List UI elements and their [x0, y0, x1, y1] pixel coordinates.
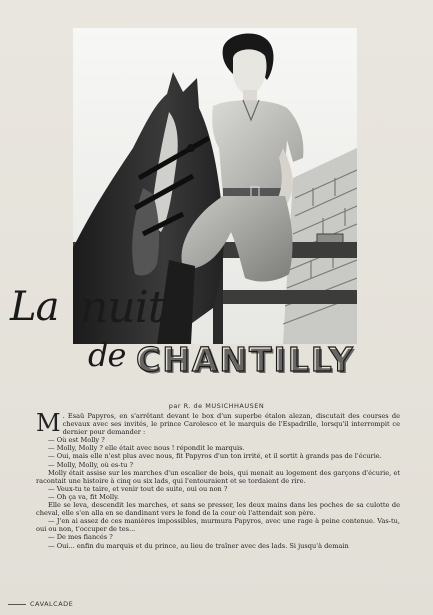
paragraph: — J'en ai assez de ces manières impossibles, murmura Papyros, avec une rage à peine contenue. Vas-tu, oui ou non, t'occuper de tes... [36, 517, 400, 534]
article-body [36, 409, 400, 550]
title-nuit: nuit [80, 282, 165, 333]
title-la: La [10, 284, 59, 330]
magazine-name: CAVALCADE [30, 600, 74, 608]
paragraph: — Oui, mais elle n'est plus avec nous, fit Papyros d'un ton irrité, et il sortit à grands pas de l'écurie. [48, 452, 382, 461]
paragraph: — Veux-tu te taire, et venir tout de suite, oui ou non ? [48, 484, 228, 493]
paragraph: — Oh ça va, fit Molly. [48, 492, 120, 501]
paragraph: — Oui... enfin du marquis et du prince, au lieu de traîner avec des lads. Si jusqu'à demain [48, 541, 349, 550]
paragraph: . Esaü Papyros, en s'arrêtant devant le box d'un superbe étalon alezan, discutait des courses de chevaux avec ses invités, le prince Carolesco et le marquis de l'Espadrille, lorsqu'il interrompit ce dernier pour demander : [62, 412, 400, 437]
paragraph: — Molly, Molly ? elle était avec nous ! répondit le marquis. [48, 444, 245, 453]
footer-rule [8, 604, 26, 605]
title-chantilly: CHANTILLY [136, 340, 355, 379]
paragraph: Elle se leva, descendit les marches, et sans se presser, les deux mains dans les poches de sa culotte de cheval, elle s'en alla en se dandinant vers le fond de la cour où l'attendait son père. [36, 501, 400, 518]
paragraph: — Où est Molly ? [48, 436, 105, 445]
paragraph: — De mes fiancés ? [48, 533, 113, 542]
author-credit: par R. de MUSICHHAUSEN [168, 402, 265, 410]
title-de: de [88, 336, 126, 374]
page-footer [8, 600, 73, 608]
paragraph: Molly était assise sur les marches d'un escalier de bois, qui menait au logement des garçons d'écurie, et racontait une histoire à cinq ou six lads, qui l'entouraient et se tordaient de rire. [36, 468, 400, 485]
drop-cap: M [36, 409, 61, 437]
paragraph: — Molly, Molly, où es-tu ? [48, 460, 134, 469]
